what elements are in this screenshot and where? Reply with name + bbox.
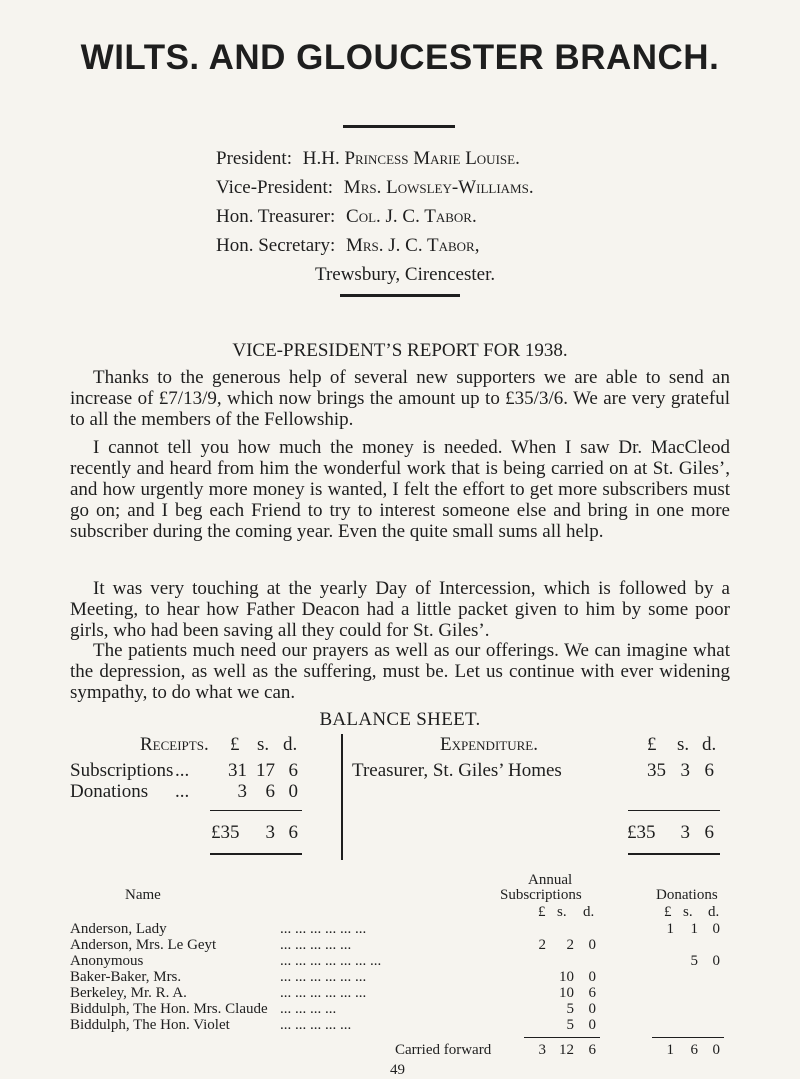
page-title: WILTS. AND GLOUCESTER BRANCH. [80, 38, 720, 77]
subscriber-dots: ... ... ... ... ... ... [280, 969, 367, 985]
lsd-pence-header: d. [283, 734, 298, 755]
receipt-dots: ... [175, 760, 190, 781]
donation-pounds: 1 [666, 921, 674, 937]
carried-forward-label: Carried forward [395, 1042, 492, 1058]
donation-shillings: 5 [690, 953, 698, 969]
lsd-pence-header: d. [702, 734, 717, 755]
carried-sub-pence: 6 [588, 1042, 596, 1058]
expenditure-total-pence: 6 [704, 822, 714, 843]
receipt-label: Donations [70, 781, 149, 802]
expenditure-pounds: 35 [647, 760, 666, 781]
donation-pence: 0 [712, 953, 720, 969]
report-paragraph-4 [70, 640, 730, 703]
secretary-address: Trewsbury, Cirencester. [315, 264, 496, 285]
expenditure-total-shillings: 3 [680, 822, 690, 843]
carried-sub-shillings: 12 [559, 1042, 574, 1058]
carried-sub-pounds: 3 [538, 1042, 546, 1058]
receipts-total-pence: 6 [288, 822, 298, 843]
receipt-pounds: 31 [228, 760, 247, 781]
subscriber-name: Anonymous [70, 953, 144, 969]
donations-total-rule [652, 1037, 724, 1038]
lsd-pound-header: £ [647, 734, 657, 755]
subscriptions-total-rule [524, 1037, 600, 1038]
officer-name: Col. J. C. Tabor. [346, 206, 477, 227]
expenditure-total-pounds: £35 [627, 822, 656, 843]
officer-name: H.H. Princess Marie Louise. [302, 148, 520, 169]
report-paragraph-1 [70, 367, 730, 430]
expenditure-total-rule [628, 853, 720, 855]
receipts-label: Receipts. [140, 734, 209, 755]
subscriber-name: Berkeley, Mr. R. A. [70, 985, 187, 1001]
subscriber-name: Biddulph, The Hon. Violet [70, 1017, 230, 1033]
subscriber-dots: ... ... ... ... ... ... [280, 921, 367, 937]
col-donations-header: Donations [656, 887, 718, 903]
receipt-dots: ... [175, 781, 190, 802]
expenditure-shillings: 3 [680, 760, 690, 781]
report-paragraph-2-text [70, 437, 730, 542]
sub-lsd-shilling: s. [557, 904, 567, 920]
report-text: It was very touching at the yearly Day of Intercession, which is followed by a Meeting, to hear how Father Deacon had a little packet given to him by some poor girls, who had been saving all they could for St. Giles’. [70, 578, 730, 641]
col-annual-header-2: Subscriptions [500, 887, 582, 903]
subscriber-dots: ... ... ... ... ... [280, 937, 352, 953]
sub-lsd-pound: £ [538, 904, 546, 920]
receipt-shillings: 6 [265, 781, 275, 802]
subscriber-dots: ... ... ... ... ... ... [280, 985, 367, 1001]
donation-shillings: 1 [690, 921, 698, 937]
subscription-shillings: 10 [559, 985, 574, 1001]
subscriber-name: Biddulph, The Hon. Mrs. Claude [70, 1001, 268, 1017]
carried-don-shillings: 6 [690, 1042, 698, 1058]
receipts-total-pounds: £35 [211, 822, 240, 843]
subscription-pence: 0 [588, 1001, 596, 1017]
subscription-shillings: 5 [566, 1001, 574, 1017]
subscription-pence: 6 [588, 985, 596, 1001]
subscription-shillings: 5 [566, 1017, 574, 1033]
expenditure-pence: 6 [704, 760, 714, 781]
officer-role: President: [216, 148, 292, 169]
subscription-shillings: 10 [559, 969, 574, 985]
sub-lsd-pence: d. [583, 904, 595, 920]
officer-role: Hon. Treasurer: [216, 206, 336, 227]
carried-don-pence: 0 [712, 1042, 720, 1058]
report-heading: VICE-PRESIDENT’S REPORT FOR 1938. [232, 340, 568, 361]
officers-list [216, 144, 534, 289]
don-lsd-shilling: s. [683, 904, 693, 920]
receipt-pence: 6 [288, 760, 298, 781]
receipt-shillings: 17 [256, 760, 275, 781]
lsd-pound-header: £ [230, 734, 240, 755]
page-number: 49 [390, 1062, 405, 1078]
expenditure-label: Expenditure. [440, 734, 538, 755]
report-text: The patients much need our prayers as well as our offerings. We can imagine what the depression, as well as the suffering, must be. Let us continue with ever widening sympathy, to do what we can. [70, 640, 730, 703]
title-divider [343, 125, 455, 128]
don-lsd-pence: d. [708, 904, 720, 920]
report-text: I cannot tell you how much the money is needed. When I saw Dr. MacCleod recently and heard from him the wonderful work that is being carried on at St. Giles’, and how urgently more money is wanted, I felt the effort to get more subscribers must go on; and I beg each Friend to try to interest someone else and bring in one more subscriber during the coming year. Even the quite small sums all help. [70, 437, 730, 542]
officer-role: Hon. Secretary: [216, 235, 336, 256]
officer-role: Vice-President: [216, 177, 334, 198]
subscriber-name: Anderson, Mrs. Le Geyt [70, 937, 217, 953]
lsd-shilling-header: s. [257, 734, 270, 755]
officer-president [216, 144, 534, 173]
subscriber-name: Anderson, Lady [70, 921, 167, 937]
subscriber-dots: ... ... ... ... [280, 1001, 337, 1017]
col-name-header: Name [125, 887, 161, 903]
donation-pence: 0 [712, 921, 720, 937]
subscription-shillings: 2 [566, 937, 574, 953]
lsd-shilling-header: s. [677, 734, 690, 755]
carried-don-pounds: 1 [666, 1042, 674, 1058]
col-annual-header-1: Annual [528, 872, 573, 888]
receipts-total-shillings: 3 [265, 822, 275, 843]
receipt-pounds: 3 [237, 781, 247, 802]
report-text: Thanks to the generous help of several new supporters we are able to send an increase of £7/13/9, which now brings the amount up to £35/3/6. We are very grateful to all the members of the Fellowship. [70, 367, 730, 430]
receipts-subtotal-rule [210, 810, 302, 811]
subscriber-dots: ... ... ... ... ... ... ... [280, 953, 382, 969]
officer-treasurer [216, 202, 534, 231]
officer-vice-president [216, 173, 534, 202]
don-lsd-pound: £ [664, 904, 672, 920]
officer-secretary [216, 231, 534, 260]
report-paragraph-3 [70, 578, 730, 641]
subscription-pence: 0 [588, 969, 596, 985]
subscription-pence: 0 [588, 937, 596, 953]
subscription-pounds: 2 [538, 937, 546, 953]
subscriber-dots: ... ... ... ... ... [280, 1017, 352, 1033]
officer-name: Mrs. J. C. Tabor, [345, 235, 480, 256]
expenditure-subtotal-rule [628, 810, 720, 811]
receipt-label: Subscriptions [70, 760, 174, 781]
expenditure-item-label: Treasurer, St. Giles’ Homes [352, 760, 562, 781]
subscriber-name: Baker-Baker, Mrs. [70, 969, 182, 985]
officers-divider [340, 294, 460, 297]
balance-sheet-divider [341, 734, 343, 860]
balance-sheet-heading: BALANCE SHEET. [319, 709, 481, 730]
receipts-total-rule [210, 853, 302, 855]
officer-name: Mrs. Lowsley-Williams. [343, 177, 534, 198]
subscription-pence: 0 [588, 1017, 596, 1033]
receipt-pence: 0 [288, 781, 298, 802]
